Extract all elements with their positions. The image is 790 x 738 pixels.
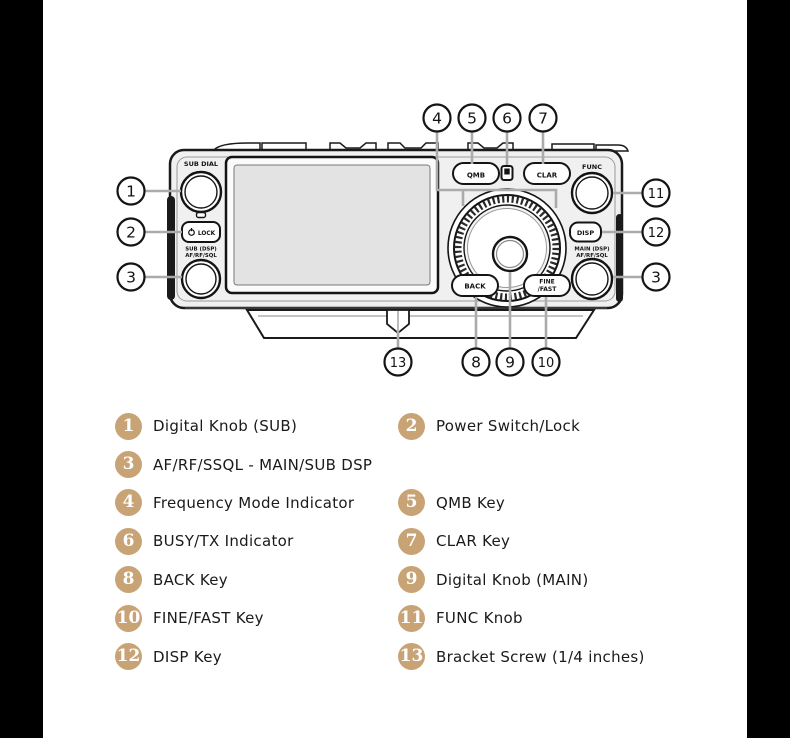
main-dial-dimple bbox=[493, 237, 527, 271]
callout-9-num: 9 bbox=[505, 353, 515, 372]
legend-badge-12: 12 bbox=[115, 643, 142, 670]
legend-badge-2: 2 bbox=[398, 413, 425, 440]
legend-label-9: Digital Knob (MAIN) bbox=[436, 570, 589, 589]
sub-dial-knob bbox=[181, 172, 221, 212]
callout-2-num: 2 bbox=[126, 223, 136, 242]
legend-label-3: AF/RF/SSQL - MAIN/SUB DSP bbox=[153, 455, 373, 474]
legend-badge-1: 1 bbox=[115, 413, 142, 440]
legend-badge-9: 9 bbox=[398, 566, 425, 593]
svg-text:QMB: QMB bbox=[466, 171, 486, 180]
svg-text:MAIN (DSP): MAIN (DSP) bbox=[574, 246, 610, 253]
svg-text:CLAR: CLAR bbox=[536, 171, 558, 180]
qmb-key bbox=[453, 163, 499, 184]
callout-5-num: 5 bbox=[467, 109, 477, 128]
callout-7-num: 7 bbox=[538, 109, 548, 128]
legend-item-11 bbox=[398, 605, 523, 632]
legend-item-2 bbox=[398, 413, 580, 440]
legend-row bbox=[0, 407, 790, 445]
legend-badge-10: 10 bbox=[115, 605, 142, 632]
legend-label-12: DISP Key bbox=[153, 647, 222, 666]
legend-label-5: QMB Key bbox=[436, 493, 506, 512]
legend-label-10: FINE/FAST Key bbox=[153, 609, 264, 628]
callout-12-num: 12 bbox=[647, 226, 665, 241]
svg-text:AF/RF/SQL: AF/RF/SQL bbox=[576, 253, 608, 259]
legend-badge-3: 3 bbox=[115, 451, 142, 478]
main-dsp-label bbox=[574, 247, 609, 260]
callout-10-num: 10 bbox=[537, 356, 555, 371]
legend-item-1 bbox=[115, 413, 398, 440]
legend-item-13 bbox=[398, 643, 645, 670]
display-screen bbox=[226, 157, 438, 293]
legend-label-11: FUNC Knob bbox=[436, 609, 523, 628]
callout-11-num: 11 bbox=[647, 187, 665, 202]
legend-item-12 bbox=[115, 643, 398, 670]
legend-badge-6: 6 bbox=[115, 528, 142, 555]
legend-label-4: Frequency Mode Indicator bbox=[153, 493, 355, 512]
legend-item-5 bbox=[398, 489, 505, 516]
callout-13-num: 13 bbox=[389, 356, 407, 371]
callout-1-num: 1 bbox=[126, 182, 136, 201]
legend-item-10 bbox=[115, 605, 398, 632]
func-knob bbox=[572, 173, 612, 213]
af-rf-sql-knob-left bbox=[182, 260, 220, 298]
legend-badge-4: 4 bbox=[115, 489, 142, 516]
legend-item-3 bbox=[115, 451, 372, 478]
legend-label-6: BUSY/TX Indicator bbox=[153, 532, 294, 551]
legend-item-4 bbox=[115, 489, 398, 516]
svg-text:FINE: FINE bbox=[539, 278, 555, 286]
func-label: FUNC bbox=[582, 163, 602, 171]
legend-label-1: Digital Knob (SUB) bbox=[153, 417, 298, 436]
svg-text:BACK: BACK bbox=[464, 282, 486, 291]
legend-label-8: BACK Key bbox=[153, 570, 228, 589]
legend-row bbox=[0, 561, 790, 599]
legend-item-8 bbox=[115, 566, 398, 593]
af-rf-sql-knob-right bbox=[572, 259, 612, 299]
svg-text:AF/RF/SQL: AF/RF/SQL bbox=[185, 253, 217, 259]
legend-badge-8: 8 bbox=[115, 566, 142, 593]
sub-dsp-label bbox=[185, 247, 217, 260]
disp-key bbox=[570, 223, 601, 242]
callout-4-num: 4 bbox=[432, 109, 442, 128]
sub-dial-label: SUB DIAL bbox=[183, 160, 219, 168]
legend-label-2: Power Switch/Lock bbox=[436, 417, 581, 436]
svg-text:SUB (DSP): SUB (DSP) bbox=[185, 246, 217, 253]
clar-key bbox=[524, 163, 570, 184]
legend-row bbox=[0, 445, 790, 483]
power-led bbox=[197, 213, 206, 218]
legend-badge-5: 5 bbox=[398, 489, 425, 516]
legend-item-7 bbox=[398, 528, 510, 555]
legend-row bbox=[0, 637, 790, 675]
legend-row bbox=[0, 522, 790, 560]
callout-6-num: 6 bbox=[502, 109, 512, 128]
power-lock-button bbox=[182, 222, 220, 242]
legend-label-7: CLAR Key bbox=[436, 532, 511, 551]
legend-row bbox=[0, 484, 790, 522]
left-side-edge bbox=[167, 196, 175, 300]
right-side-edge bbox=[616, 214, 623, 302]
legend-badge-7: 7 bbox=[398, 528, 425, 555]
legend-row bbox=[0, 599, 790, 637]
callout-3-num: 3 bbox=[126, 268, 136, 287]
legend-label-13: Bracket Screw (1/4 inches) bbox=[436, 647, 645, 666]
svg-text:/FAST: /FAST bbox=[537, 286, 557, 293]
legend-badge-13: 13 bbox=[398, 643, 425, 670]
back-key bbox=[452, 275, 498, 296]
legend-badge-11: 11 bbox=[398, 605, 425, 632]
callout-8-num: 8 bbox=[471, 353, 481, 372]
fine-fast-key bbox=[524, 275, 570, 296]
legend bbox=[0, 407, 790, 676]
mounting-bracket bbox=[247, 310, 594, 338]
callout-3-right-num: 3 bbox=[651, 268, 661, 287]
legend-item-9 bbox=[398, 566, 588, 593]
legend-item-6 bbox=[115, 528, 398, 555]
svg-text:DISP: DISP bbox=[576, 228, 595, 237]
lock-label: LOCK bbox=[197, 230, 216, 237]
